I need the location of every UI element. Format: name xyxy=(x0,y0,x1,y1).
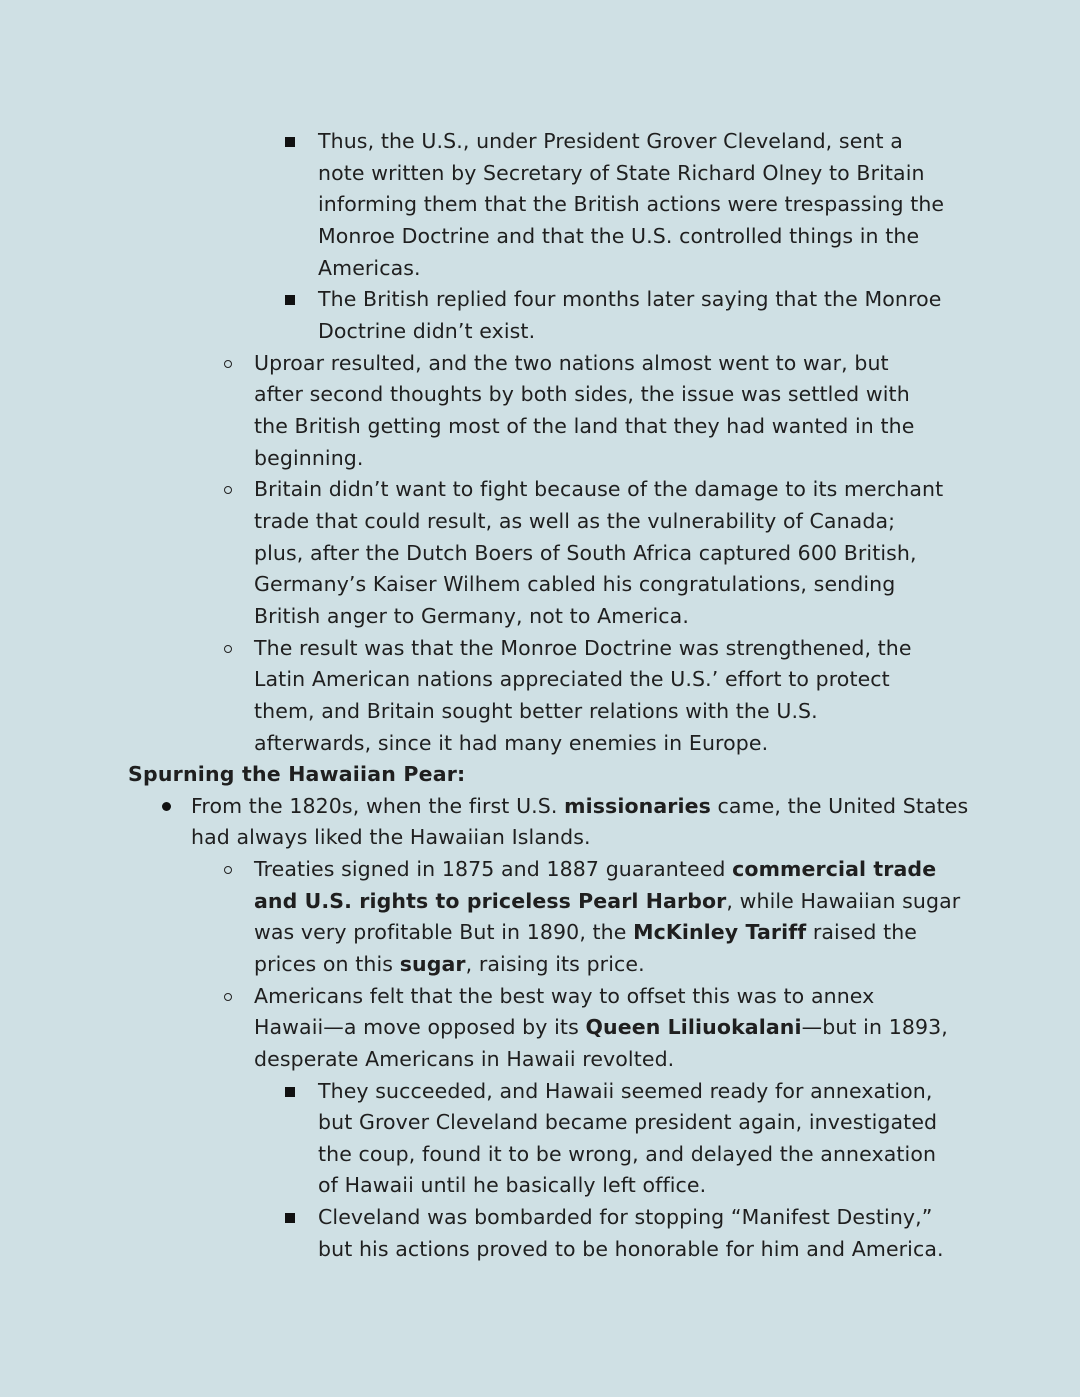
text-run: came, the United States xyxy=(710,794,969,818)
text-run: was very profitable But in 1890, the xyxy=(254,920,634,944)
bullet-text-line: The British replied four months later saying that the Monroe xyxy=(318,287,942,311)
bullet-text-line: the coup, found it to be wrong, and delayed the annexation xyxy=(318,1142,937,1166)
bold-term: McKinley Tariff xyxy=(633,920,807,944)
bullet-text-line: beginning. xyxy=(254,446,364,470)
square-bullet-icon xyxy=(285,1213,295,1223)
square-bullet-icon xyxy=(285,295,295,305)
bullet-text-line: desperate Americans in Hawaii revolted. xyxy=(254,1047,675,1071)
bullet-text-line xyxy=(254,1012,948,1044)
text-run: , while Hawaiian sugar xyxy=(726,889,961,913)
bold-term: missionaries xyxy=(564,794,711,818)
bullet-text-line: Germany’s Kaiser Wilhem cabled his congratulations, sending xyxy=(254,572,896,596)
bullet-text-line: plus, after the Dutch Boers of South Africa captured 600 British, xyxy=(254,541,917,565)
section-heading: Spurning the Hawaiian Pear: xyxy=(128,762,466,786)
bullet-text-line xyxy=(254,917,917,949)
bullet-text-line: informing them that the British actions were trespassing the xyxy=(318,192,945,216)
square-bullet-icon xyxy=(285,1087,295,1097)
text-run: From the 1820s, when the first U.S. xyxy=(191,794,565,818)
bold-term: and U.S. rights to priceless Pearl Harbor xyxy=(254,889,727,913)
bullet-text-line: had always liked the Hawaiian Islands. xyxy=(191,825,591,849)
text-run: raised the xyxy=(806,920,918,944)
bullet-text-line: Thus, the U.S., under President Grover Cleveland, sent a xyxy=(318,129,903,153)
bullet-text-line: of Hawaii until he basically left office. xyxy=(318,1173,707,1197)
bullet-text-line: Cleveland was bombarded for stopping “Manifest Destiny,” xyxy=(318,1205,933,1229)
text-run: Hawaii—a move opposed by its xyxy=(254,1015,586,1039)
square-bullet-icon xyxy=(285,137,295,147)
bullet-text-line: trade that could result, as well as the vulnerability of Canada; xyxy=(254,509,896,533)
disc-bullet-icon xyxy=(162,802,171,811)
bullet-text-line: Monroe Doctrine and that the U.S. controlled things in the xyxy=(318,224,920,248)
bullet-text-line: Americas. xyxy=(318,256,421,280)
bullet-text-line xyxy=(254,949,645,981)
bullet-text-line xyxy=(254,854,936,886)
bullet-text-line: afterwards, since it had many enemies in Europe. xyxy=(254,731,769,755)
bullet-text-line: Latin American nations appreciated the U.S.’ effort to protect xyxy=(254,667,890,691)
text-run: prices on this xyxy=(254,952,400,976)
bullet-text-line: them, and Britain sought better relations with the U.S. xyxy=(254,699,818,723)
bullet-text-line: British anger to Germany, not to America. xyxy=(254,604,689,628)
bullet-text-line: They succeeded, and Hawaii seemed ready for annexation, xyxy=(318,1079,933,1103)
text-run: Treaties signed in 1875 and 1887 guaranteed xyxy=(254,857,733,881)
circle-bullet-icon xyxy=(224,866,232,874)
bullet-text-line: but Grover Cleveland became president again, investigated xyxy=(318,1110,938,1134)
bullet-text-line: the British getting most of the land that they had wanted in the xyxy=(254,414,915,438)
bullet-text-line xyxy=(191,791,968,823)
bullet-text-line: Americans felt that the best way to offset this was to annex xyxy=(254,984,875,1008)
bullet-text-line xyxy=(254,886,960,918)
circle-bullet-icon xyxy=(224,486,232,494)
bullet-text-line: Doctrine didn’t exist. xyxy=(318,319,536,343)
bullet-text-line: after second thoughts by both sides, the issue was settled with xyxy=(254,382,910,406)
bullet-text-line: The result was that the Monroe Doctrine was strengthened, the xyxy=(254,636,912,660)
bullet-text-line: Britain didn’t want to fight because of the damage to its merchant xyxy=(254,477,944,501)
bullet-text-line: note written by Secretary of State Richard Olney to Britain xyxy=(318,161,925,185)
bold-term: Queen Liliuokalani xyxy=(585,1015,802,1039)
bullet-text-line: Uproar resulted, and the two nations almost went to war, but xyxy=(254,351,889,375)
circle-bullet-icon xyxy=(224,993,232,1001)
bullet-text-line: but his actions proved to be honorable for him and America. xyxy=(318,1237,944,1261)
bold-term: sugar xyxy=(399,952,466,976)
bold-term: commercial trade xyxy=(732,857,937,881)
text-run: —but in 1893, xyxy=(801,1015,948,1039)
circle-bullet-icon xyxy=(224,645,232,653)
text-run: , raising its price. xyxy=(465,952,645,976)
circle-bullet-icon xyxy=(224,360,232,368)
